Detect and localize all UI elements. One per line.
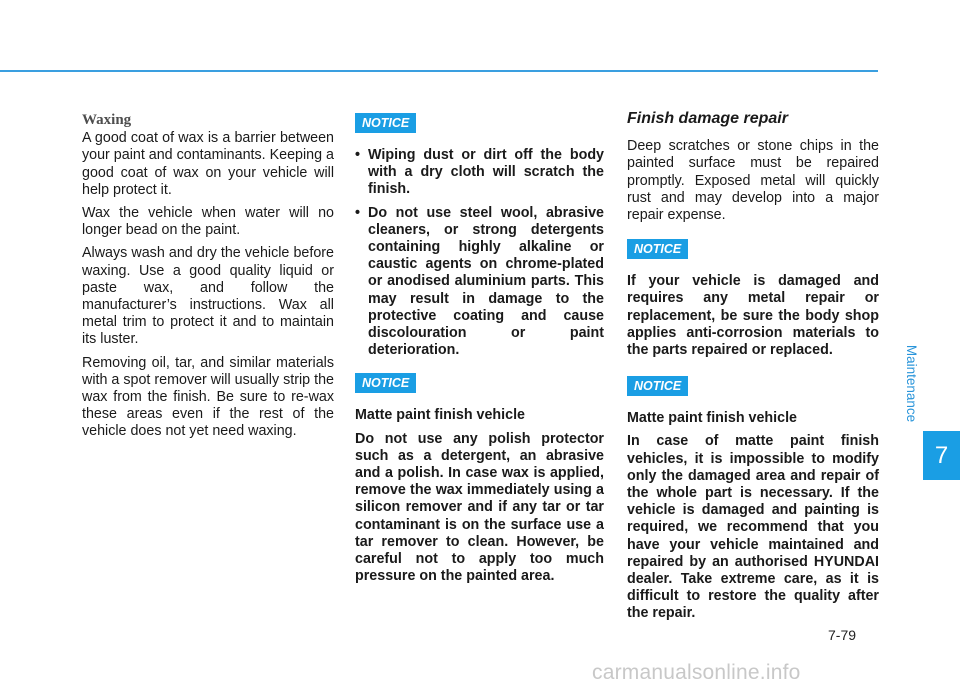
- chapter-title: Maintenance: [904, 344, 920, 422]
- list-item: • Do not use steel wool, abrasive cleaners, or strong detergents containing highly alkaline or caustic agents on chrome-plated or anodised aluminium parts. This may result in damage to the protective coating and cause discolouration or paint deterioration.: [355, 205, 604, 360]
- column-notices: [355, 113, 604, 591]
- notice-badge: NOTICE: [355, 113, 416, 133]
- section-heading-finish-damage: Finish damage repair: [627, 110, 788, 127]
- notice-bullet-list: [355, 147, 604, 359]
- subheading-matte-paint: Matte paint finish vehicle: [627, 410, 798, 427]
- section-heading-waxing: Waxing: [82, 112, 132, 128]
- paragraph: Always wash and dry the vehicle before waxing. Use a good quality liquid or paste wax, and follow the manufacturer’s instructions. Wax all metal trim to protect it and to maintain its luster.: [82, 245, 334, 348]
- subheading-matte-paint: Matte paint finish vehicle: [355, 407, 526, 424]
- paragraph: Wax the vehicle when water will no longer bead on the paint.: [82, 205, 334, 239]
- chapter-number-tab: 7: [923, 431, 960, 480]
- notice-badge: NOTICE: [627, 376, 688, 396]
- chapter-side-label: [905, 338, 919, 428]
- column-finish-damage: [627, 112, 879, 629]
- paragraph: Removing oil, tar, and similar materials with a spot remover will usually strip the wax from the finish. Be sure to re-wax these areas even if the rest of the vehicle does not yet need waxing.: [82, 354, 334, 440]
- paragraph: A good coat of wax is a barrier between your paint and contaminants. Keeping a good coat of wax on your vehicle will help protect it.: [82, 130, 334, 198]
- paragraph: Deep scratches or stone chips in the painted surface must be repaired promptly. Exposed metal will quickly rust and may develop into a major repair expense.: [627, 138, 879, 224]
- header-rule: [0, 70, 878, 72]
- column-waxing: [82, 112, 334, 447]
- watermark-text: carmanualsonline.info: [592, 661, 801, 684]
- page-number: 7-79: [828, 627, 857, 643]
- list-item: • Wiping dust or dirt off the body with a dry cloth will scratch the finish.: [355, 147, 604, 199]
- paragraph: If your vehicle is damaged and requires any metal repair or replacement, be sure the body shop applies anti-corrosion materials to the parts repaired or replaced.: [627, 273, 879, 359]
- notice-badge: NOTICE: [627, 239, 688, 259]
- paragraph: In case of matte paint finish vehicles, it is impossible to modify only the damaged area and repair of the whole part is necessary. If the vehicle is damaged and painting is required, we recommend that you have your vehicle maintained and repaired by an authorised HYUNDAI dealer. Take extreme care, as it is difficult to restore the quality after the repair.: [627, 433, 879, 622]
- paragraph: Do not use any polish protector such as a detergent, an abrasive and a polish. In case wax is applied, remove the wax immediately using a silicon remover and if any tar or tar contaminant is on the surface use a tar remover to clean. However, be careful not to apply too much pressure on the painted area.: [355, 430, 604, 585]
- notice-badge: NOTICE: [355, 373, 416, 393]
